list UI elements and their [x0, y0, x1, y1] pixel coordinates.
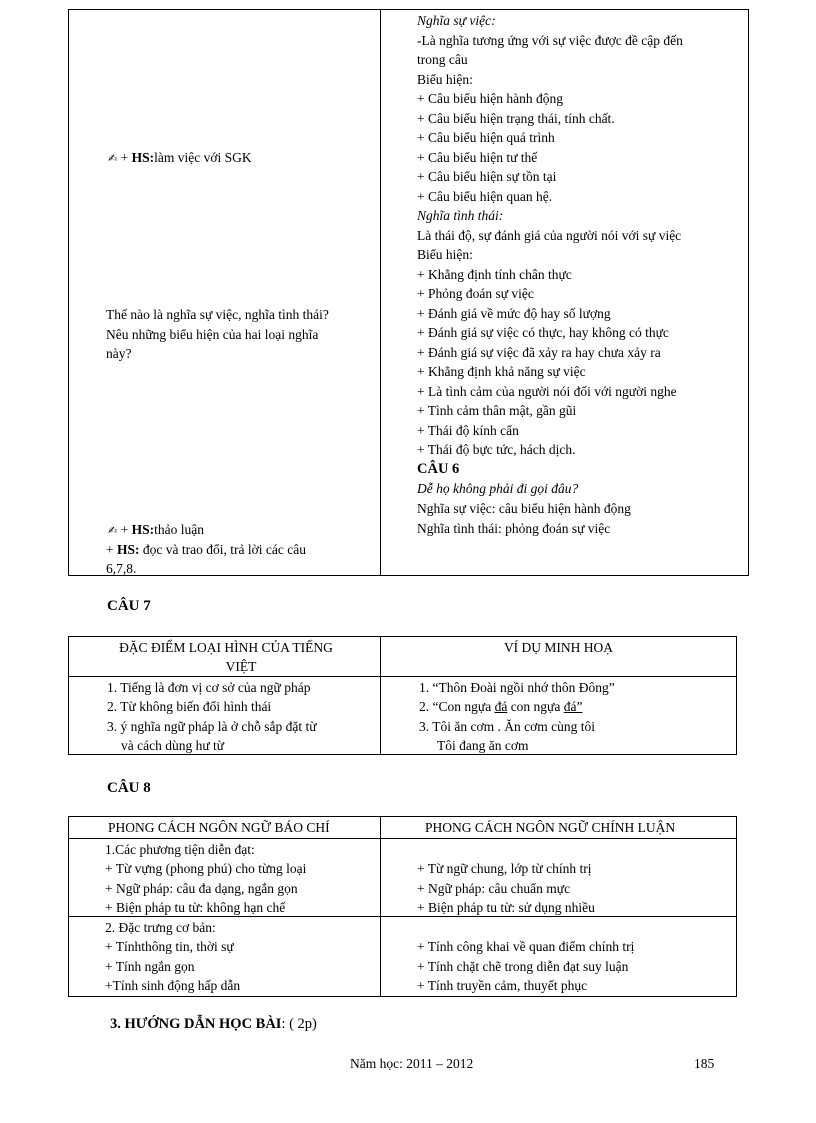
- cau8-bc-item: 2. Đặc trưng cơ bản:: [105, 920, 216, 935]
- tt-item: + Đánh giá sự việc đã xảy ra hay chưa xảy ra: [417, 345, 661, 360]
- tt-item: + Là tình cảm của người nói đối với người nghe: [417, 384, 677, 399]
- cau8-bc-item: + Tínhthông tin, thời sự: [105, 939, 234, 954]
- sv-title: Nghĩa sự việc:: [417, 13, 496, 28]
- page-number: 185: [694, 1056, 715, 1071]
- tt-item: + Khẳng định khả năng sự việc: [417, 364, 586, 379]
- sv-def-2: trong câu: [417, 52, 468, 67]
- cau7-col1-header: ĐẶC ĐIỂM LOẠI HÌNH CỦA TIẾNG: [119, 640, 333, 655]
- cau7-feature: 1. Tiếng là đơn vị cơ sở của ngữ pháp: [107, 680, 311, 695]
- cau8-cl-item: + Từ ngữ chung, lớp từ chính trị: [417, 861, 592, 876]
- cau6-question: Dễ họ không phải đi gọi đâu?: [417, 481, 579, 496]
- column-divider: [380, 10, 381, 575]
- question-line-3: này?: [106, 346, 132, 361]
- cau7-feature: và cách dùng hư từ: [121, 738, 225, 753]
- hs-read-note: + HS: đọc và trao đổi, trả lời các câu: [106, 542, 306, 557]
- cau7-example: Tôi đang ăn cơm: [437, 738, 529, 753]
- sv-item: + Câu biểu hiện quan hệ.: [417, 189, 553, 204]
- tt-item: + Đánh giá sự việc có thực, hay không có thực: [417, 325, 669, 340]
- tt-item: + Thái độ kính cẩn: [417, 423, 519, 438]
- cau8-bc-item: +Tính sinh động hấp dẫn: [105, 978, 241, 993]
- cau8-cl-item: + Biện pháp tu từ: sử dụng nhiều: [417, 900, 595, 915]
- hs-discuss-note: ✍ + HS:thảo luận: [108, 522, 204, 537]
- sv-item: + Câu biểu hiện quá trình: [417, 130, 555, 145]
- cau7-feature: 2. Từ không biến đổi hình thái: [107, 699, 272, 714]
- cau8-cl-item: + Tính chặt chẽ trong diễn đạt suy luận: [417, 959, 629, 974]
- cau8-col1-header: PHONG CÁCH NGÔN NGỮ BÁO CHÍ: [108, 820, 330, 835]
- cau7-example: 2. “Con ngựa đá con ngựa đá”: [419, 699, 583, 714]
- cau8-col-divider: [380, 816, 381, 997]
- cau6-heading: CÂU 6: [417, 461, 460, 477]
- cau8-bc-item: + Từ vựng (phong phú) cho từng loại: [105, 861, 307, 876]
- pen-hand-icon: ✍: [108, 152, 118, 165]
- sv-bieuhien: Biểu hiện:: [417, 72, 473, 87]
- cau7-col1-header-2: VIỆT: [225, 659, 257, 674]
- lesson-table: [68, 9, 749, 576]
- question-line-1: Thế nào là nghĩa sự việc, nghĩa tình thái?: [106, 307, 329, 322]
- tt-title: Nghĩa tình thái:: [417, 208, 504, 223]
- cau8-heading: CÂU 8: [107, 780, 151, 796]
- cau6-answer: Nghĩa tình thái: phỏng đoán sự việc: [417, 521, 611, 536]
- cau7-feature: 3. ý nghĩa ngữ pháp là ở chỗ sắp đặt từ: [107, 719, 317, 734]
- tt-def: Là thái độ, sự đánh giá của người nói với sự việc: [417, 228, 682, 243]
- cau7-example: 1. “Thôn Đoài ngồi nhớ thôn Đông”: [419, 680, 615, 695]
- cau8-bc-item: + Tính ngắn gọn: [105, 959, 195, 974]
- cau7-example: 3. Tôi ăn cơm . Ăn cơm cùng tôi: [419, 719, 596, 734]
- cau8-cl-item: + Tính công khai về quan điểm chính trị: [417, 939, 635, 954]
- cau6-answer: Nghĩa sự việc: câu biểu hiện hành động: [417, 501, 631, 516]
- cau8-bc-item: + Biện pháp tu từ: không hạn chế: [105, 900, 286, 915]
- tt-item: + Đánh giá về mức độ hay số lượng: [417, 306, 611, 321]
- cau8-bc-item: 1.Các phương tiện diễn đạt:: [105, 842, 255, 857]
- sv-def-1: -Là nghĩa tương ứng với sự việc được đề cập đến: [417, 33, 683, 48]
- tt-item: + Phỏng đoán sự việc: [417, 286, 534, 301]
- tt-item: + Khẳng định tính chân thực: [417, 267, 572, 282]
- cau7-heading: CÂU 7: [107, 598, 151, 614]
- cau8-cl-item: + Ngữ pháp: câu chuẩn mực: [417, 881, 571, 896]
- pen-hand-icon: ✍: [108, 524, 118, 537]
- hs-work-note: ✍ + HS:làm việc với SGK: [108, 150, 252, 165]
- sv-item: + Câu biểu hiện hành động: [417, 91, 563, 106]
- sv-item: + Câu biểu hiện tư thế: [417, 150, 538, 165]
- hs-read-note-cont: 6,7,8.: [106, 561, 137, 576]
- cau8-cl-item: + Tính truyền cảm, thuyết phục: [417, 978, 588, 993]
- sv-item: + Câu biểu hiện trạng thái, tính chất.: [417, 111, 615, 126]
- sv-item: + Câu biểu hiện sự tồn tại: [417, 169, 557, 184]
- cau8-col2-header: PHONG CÁCH NGÔN NGỮ CHÍNH LUẬN: [425, 820, 676, 835]
- tt-item: + Thái độ bực tức, hách dịch.: [417, 442, 576, 457]
- cau8-bc-item: + Ngữ pháp: câu đa dạng, ngắn gọn: [105, 881, 298, 896]
- footer-year: Năm học: 2011 – 2012: [350, 1056, 474, 1071]
- cau8-header-divider: [68, 838, 737, 839]
- tt-item: + Tình cảm thân mật, gần gũi: [417, 403, 577, 418]
- tt-bieuhien: Biểu hiện:: [417, 247, 473, 262]
- section3-heading: 3. HƯỚNG DẪN HỌC BÀI: ( 2p): [110, 1016, 317, 1032]
- question-line-2: Nêu những biểu hiện của hai loại nghĩa: [106, 327, 319, 342]
- cau7-col2-header: VÍ DỤ MINH HOẠ: [503, 640, 614, 655]
